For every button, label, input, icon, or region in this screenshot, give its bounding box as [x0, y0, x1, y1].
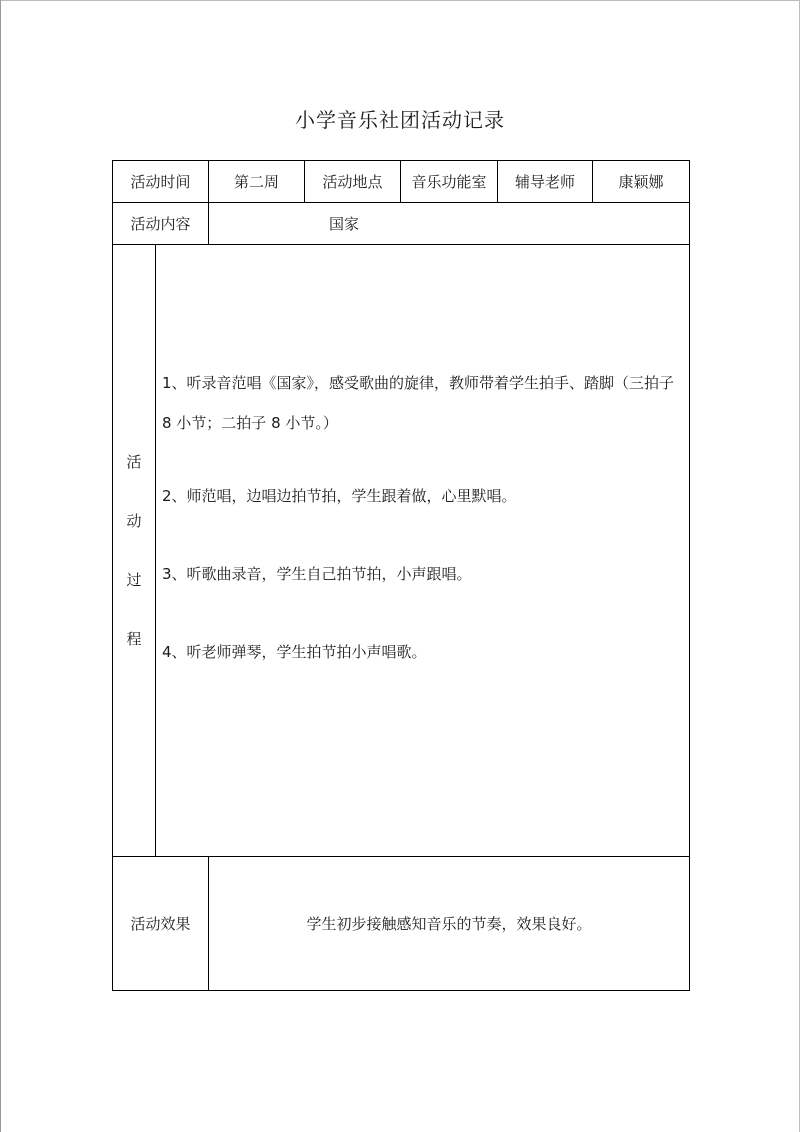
process-label [113, 245, 156, 857]
page-edge [0, 0, 1, 1132]
place-value: 音乐功能室 [401, 161, 498, 203]
content-row [113, 203, 690, 245]
process-label-char: 动 [126, 511, 142, 530]
effect-row [113, 857, 690, 991]
process-label-char: 活 [126, 452, 142, 471]
effect-value: 学生初步接触感知音乐的节奏，效果良好。 [209, 857, 690, 991]
header-row [113, 161, 690, 203]
page-title: 小学音乐社团活动记录 [295, 108, 505, 132]
time-value: 第二周 [209, 161, 305, 203]
process-label-char: 过 [126, 570, 142, 589]
process-label-char: 程 [126, 629, 142, 648]
teacher-label: 辅导老师 [498, 161, 593, 203]
process-step: 2、师范唱，边唱边拍节拍，学生跟着做，心里默唱。 [162, 487, 517, 505]
process-body [156, 245, 690, 857]
page-edge [0, 0, 800, 1]
content-value: 国家 [328, 215, 359, 233]
time-label: 活动时间 [113, 161, 209, 203]
activity-record-table [112, 160, 690, 991]
process-step: 3、听歌曲录音，学生自己拍节拍，小声跟唱。 [162, 565, 472, 583]
effect-label: 活动效果 [113, 857, 209, 991]
content-label: 活动内容 [113, 203, 209, 245]
process-step: 4、听老师弹琴，学生拍节拍小声唱歌。 [162, 643, 427, 661]
content-value-cell [209, 203, 690, 245]
process-row [113, 245, 690, 857]
teacher-value: 康颖娜 [593, 161, 690, 203]
process-step: 1、听录音范唱《国家》，感受歌曲的旋律，教师带着学生拍手、踏脚（三拍子 8 小节；二拍子 8 小节。） [162, 374, 675, 432]
place-label: 活动地点 [305, 161, 401, 203]
